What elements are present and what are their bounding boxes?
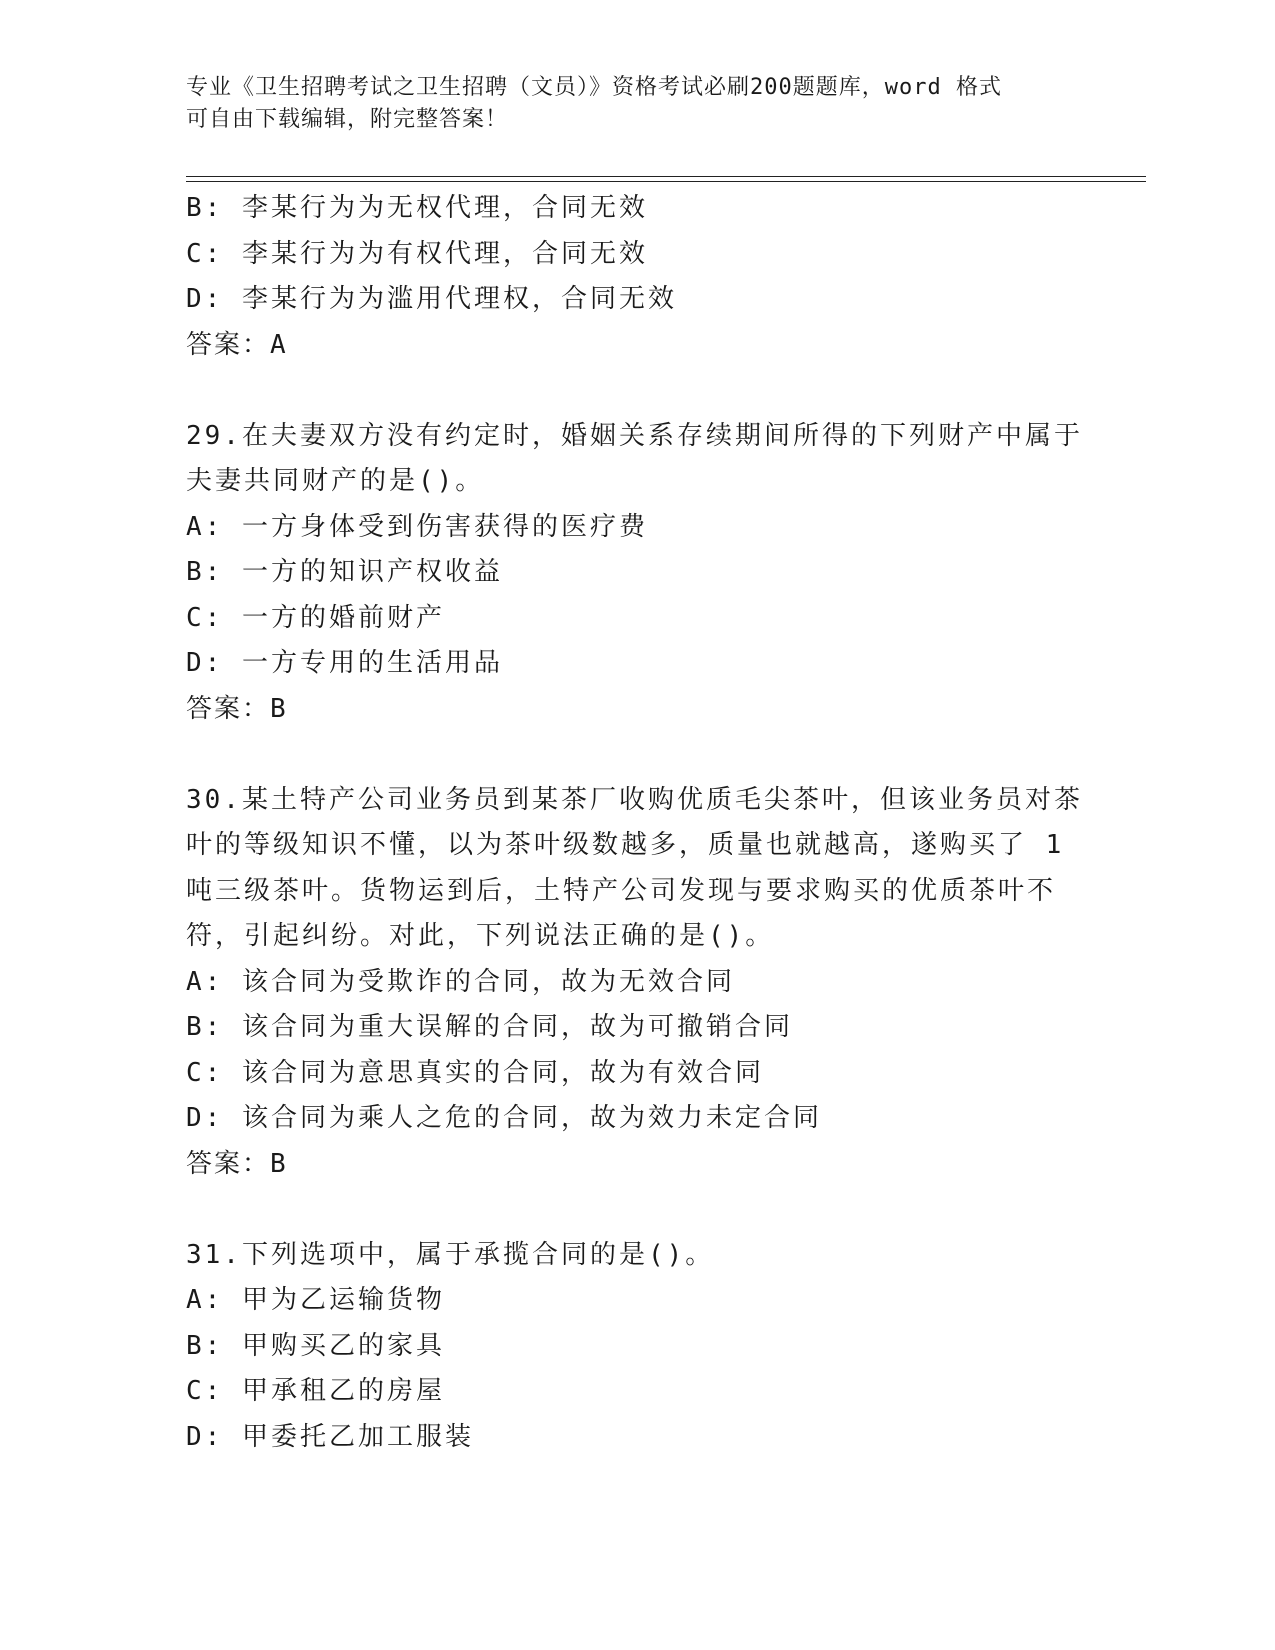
answer: 答案：B <box>186 1148 288 1179</box>
option-a: A: 该合同为受欺诈的合同，故为无效合同 <box>186 966 735 997</box>
header-title-line-1: 专业《卫生招聘考试之卫生招聘（文员）》资格考试必刷200题题库，word 格式 <box>186 75 1002 100</box>
document-header <box>186 72 1066 136</box>
question-stem-line: 30.某土特产公司业务员到某茶厂收购优质毛尖茶叶，但该业务员对茶 <box>186 784 1083 815</box>
option-a: A: 一方身体受到伤害获得的医疗费 <box>186 511 648 542</box>
question-31 <box>186 1233 1086 1461</box>
option-c: C: 一方的婚前财产 <box>186 602 445 633</box>
spacer <box>186 1187 1086 1233</box>
question-stem-line: 31.下列选项中，属于承揽合同的是()。 <box>186 1239 715 1270</box>
header-title-line-2: 可自由下载编辑，附完整答案！ <box>186 107 509 132</box>
option-b: B: 甲购买乙的家具 <box>186 1330 445 1361</box>
option-c: C: 该合同为意思真实的合同，故为有效合同 <box>186 1057 764 1088</box>
question-28-continued <box>186 186 1086 368</box>
option-a: A: 甲为乙运输货物 <box>186 1285 445 1315</box>
question-30 <box>186 778 1086 1188</box>
option-b: B: 李某行为为无权代理，合同无效 <box>186 193 648 223</box>
question-list <box>186 186 1086 1460</box>
spacer <box>186 732 1086 778</box>
question-stem-line: 29.在夫妻双方没有约定时，婚姻关系存续期间所得的下列财产中属于 <box>186 420 1083 451</box>
spacer <box>186 368 1086 414</box>
question-stem-line: 吨三级茶叶。货物运到后，土特产公司发现与要求购买的优质茶叶不 <box>186 875 1057 906</box>
question-stem-line: 夫妻共同财产的是()。 <box>186 466 485 496</box>
option-c: C: 甲承租乙的房屋 <box>186 1376 445 1406</box>
option-d: D: 李某行为为滥用代理权，合同无效 <box>186 284 677 314</box>
option-d: D: 一方专用的生活用品 <box>186 648 503 678</box>
question-stem-line: 符，引起纠纷。对此，下列说法正确的是()。 <box>186 921 775 951</box>
question-29 <box>186 414 1086 733</box>
option-d: D: 该合同为乘人之危的合同，故为效力未定合同 <box>186 1103 822 1133</box>
option-d: D: 甲委托乙加工服装 <box>186 1421 474 1452</box>
option-c: C: 李某行为为有权代理，合同无效 <box>186 238 648 269</box>
option-b: B: 该合同为重大误解的合同，故为可撤销合同 <box>186 1012 793 1042</box>
option-b: B: 一方的知识产权收益 <box>186 557 503 587</box>
answer: 答案：A <box>186 329 288 360</box>
question-stem-line: 叶的等级知识不懂，以为茶叶级数越多，质量也就越高，遂购买了 1 <box>186 830 1065 860</box>
answer: 答案：B <box>186 693 288 724</box>
header-divider <box>186 176 1146 182</box>
